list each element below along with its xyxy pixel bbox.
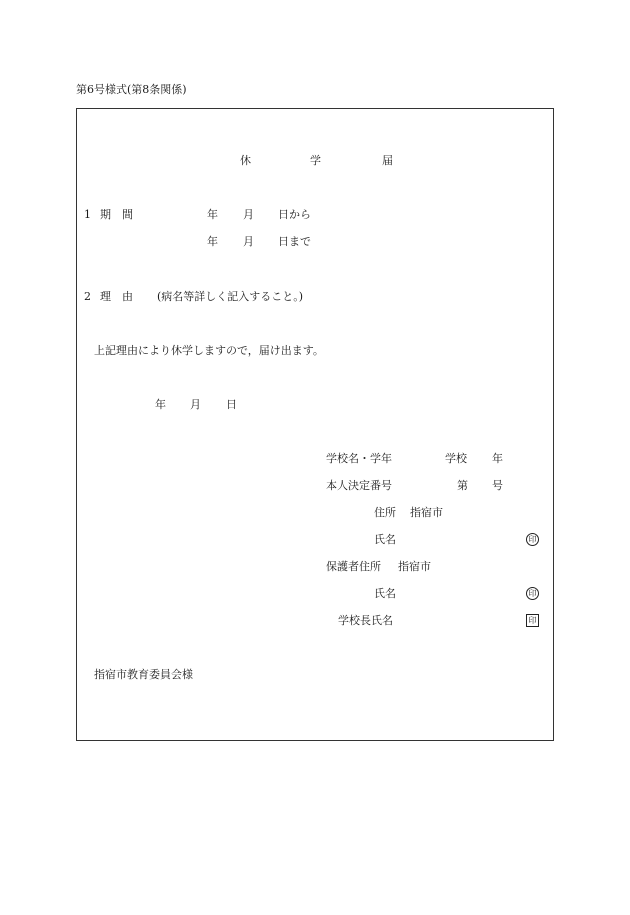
form-frame <box>76 108 554 741</box>
date-day: 日 <box>226 398 237 411</box>
date-year: 年 <box>155 398 166 411</box>
decision-number-prefix: 第 <box>457 479 468 492</box>
reason-number: 2 <box>84 290 91 303</box>
decision-number-label: 本人決定番号 <box>326 479 392 492</box>
addressee: 指宿市教育委員会様 <box>94 668 193 681</box>
grade-suffix: 年 <box>492 452 503 465</box>
period-from-year: 年 <box>207 208 218 221</box>
principal-name-label: 学校長氏名 <box>338 614 393 627</box>
title-char-1: 休 <box>240 154 251 167</box>
form-number: 第6号様式(第8条関係) <box>76 83 187 96</box>
address-label: 住所 <box>374 506 396 519</box>
reason-note: (病名等詳しく記入すること。) <box>157 290 304 303</box>
period-number: 1 <box>84 208 91 221</box>
statement-text: 上記理由により休学しますので，届け出ます。 <box>94 344 324 357</box>
reason-label: 理 由 <box>100 290 133 303</box>
period-to-month: 月 <box>243 235 254 248</box>
guardian-city: 指宿市 <box>398 560 431 573</box>
guardian-address-label: 保護者住所 <box>326 560 381 573</box>
guardian-name-label: 氏名 <box>374 587 396 600</box>
period-from-day: 日から <box>278 208 311 221</box>
decision-number-suffix: 号 <box>492 479 503 492</box>
period-to-day: 日まで <box>278 235 311 248</box>
title-char-2: 学 <box>310 154 321 167</box>
period-to-year: 年 <box>207 235 218 248</box>
student-name-label: 氏名 <box>374 533 396 546</box>
address-city: 指宿市 <box>410 506 443 519</box>
principal-seal-icon: 印 <box>526 614 539 627</box>
student-seal-icon: 印 <box>526 533 539 546</box>
period-from-month: 月 <box>243 208 254 221</box>
period-label: 期 間 <box>100 208 133 221</box>
school-suffix: 学校 <box>445 452 467 465</box>
school-grade-label: 学校名・学年 <box>326 452 392 465</box>
title-char-3: 届 <box>382 154 393 167</box>
date-month: 月 <box>190 398 201 411</box>
guardian-seal-icon: 印 <box>526 587 539 600</box>
